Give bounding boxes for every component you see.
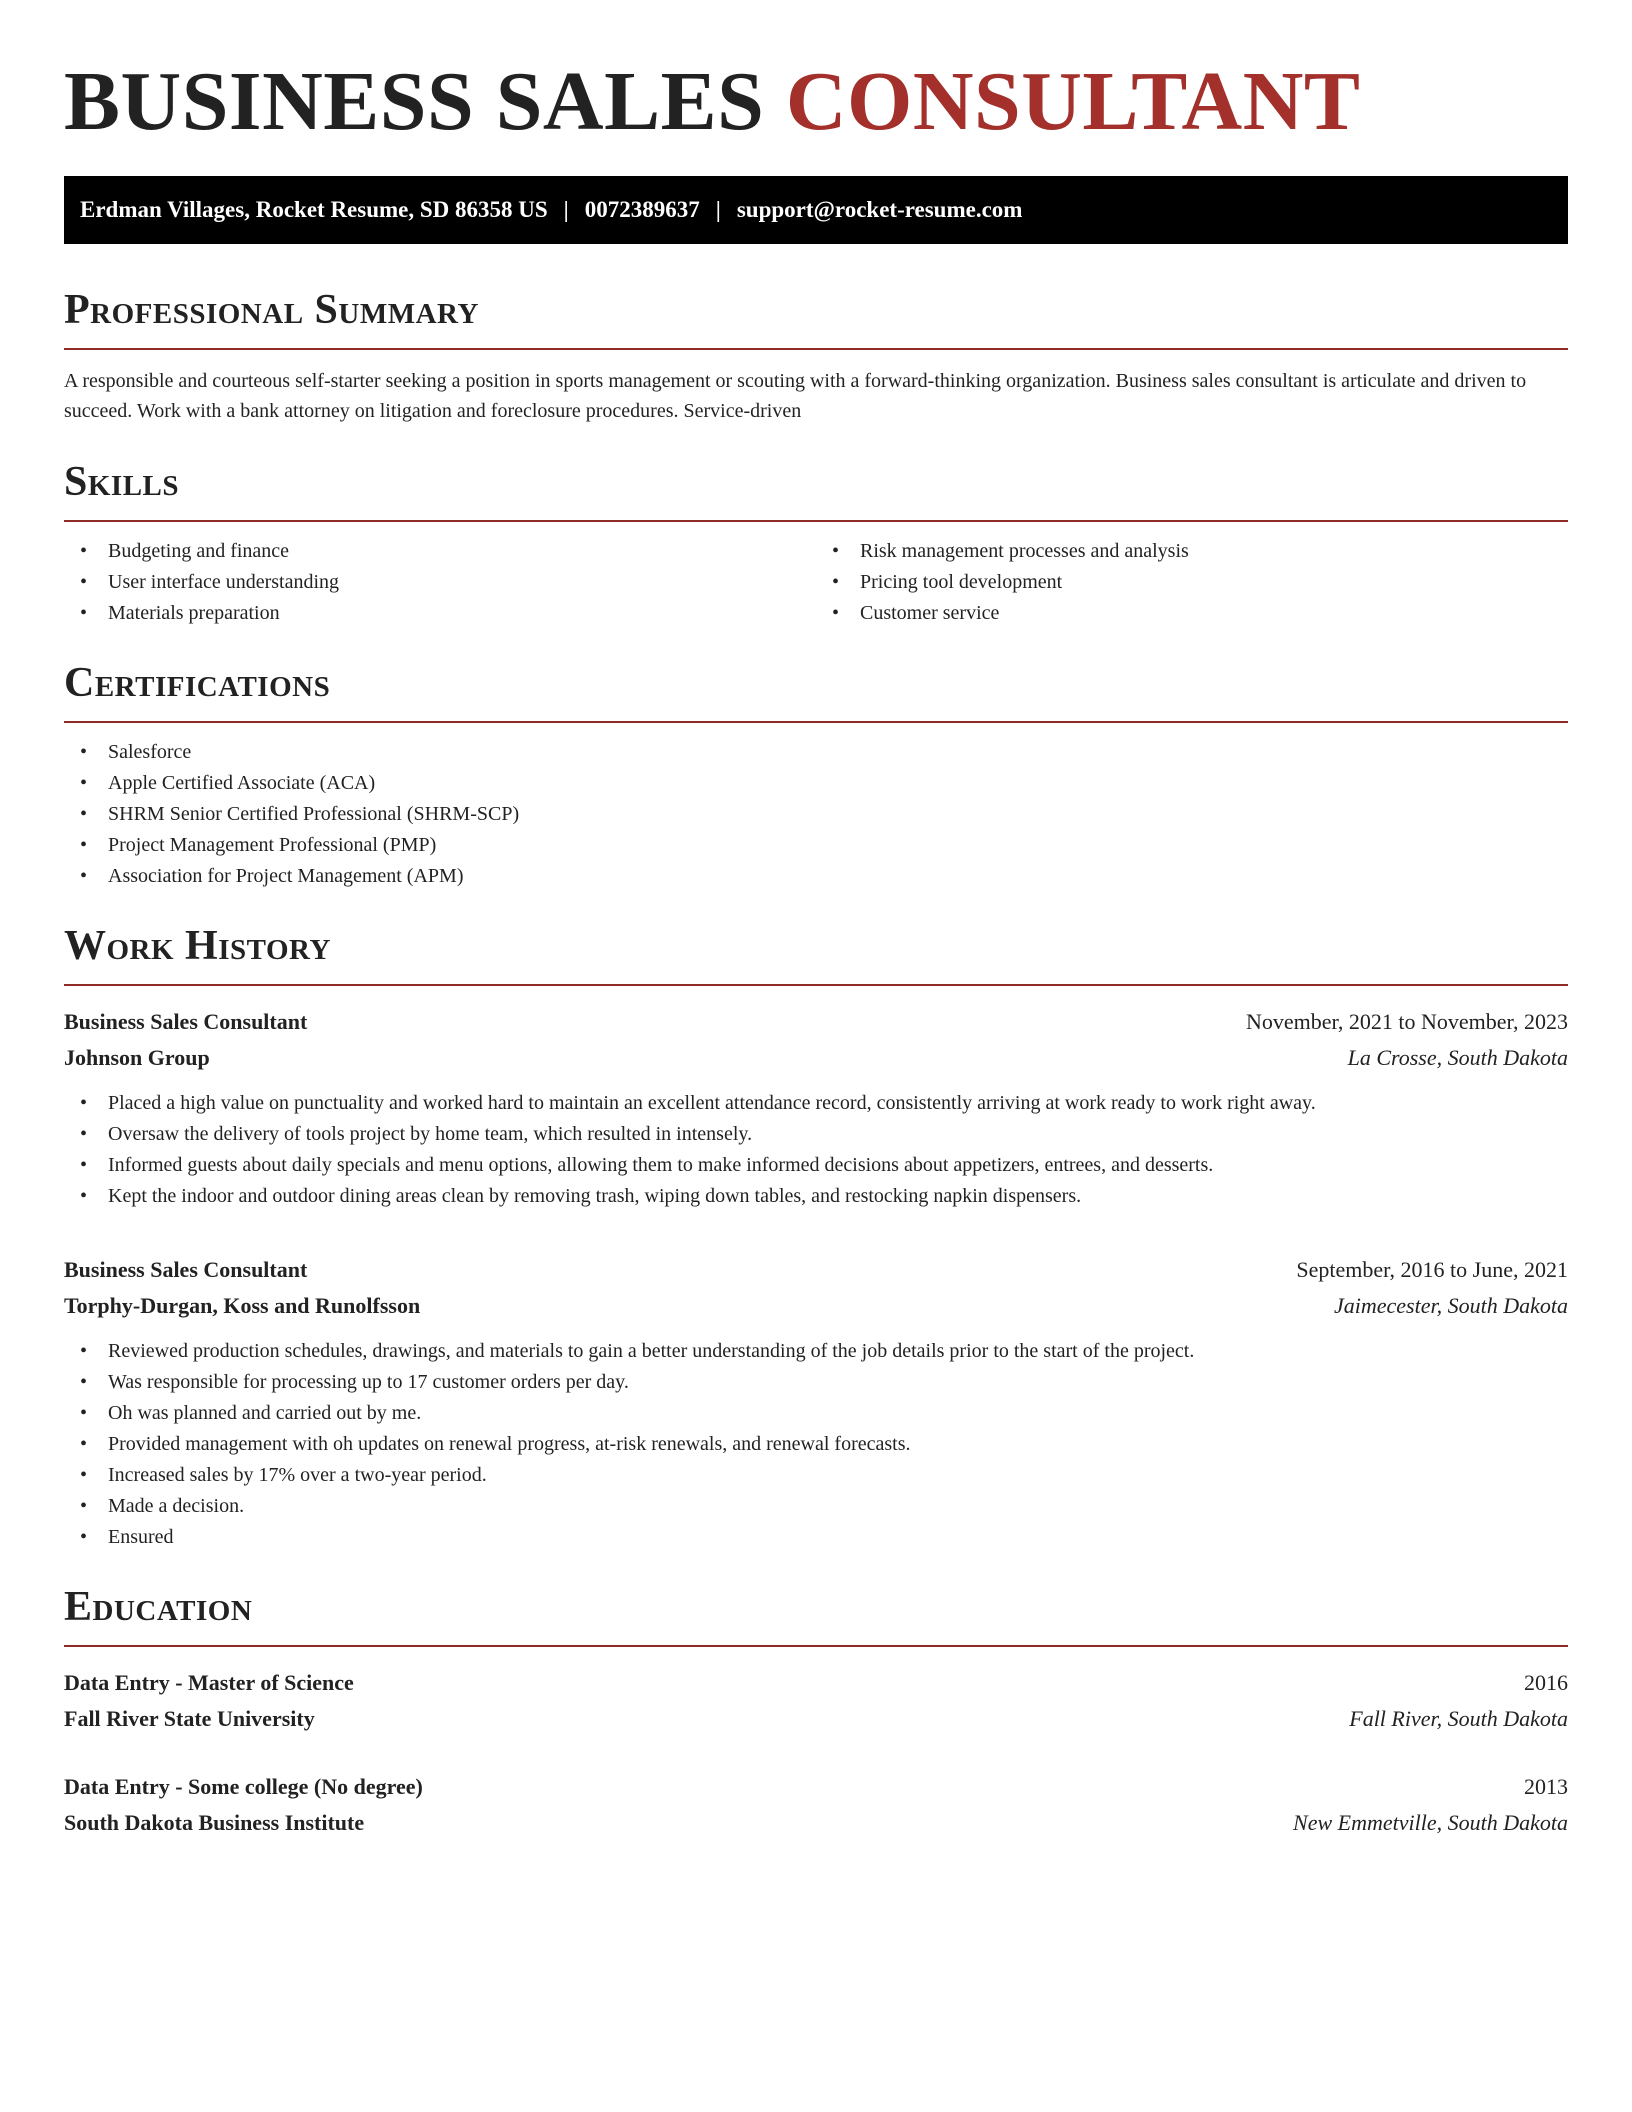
job-company: Torphy-Durgan, Koss and Runolfsson <box>64 1293 421 1318</box>
section-divider <box>64 520 1568 522</box>
job-duty-item: • Oh was planned and carried out by me. <box>64 1398 1568 1429</box>
summary-text: A responsible and courteous self-starter seeking a position in sports management or scouting with a forward-thinking organization. Business sales consultant is articulate and driven to succeed. Work with a bank attorney on litigation and foreclosure procedures. Service-driven <box>64 370 1527 422</box>
certification-item: • Apple Certified Associate (ACA) <box>64 768 1568 799</box>
name-accent: CONSULTANT <box>785 55 1361 148</box>
job-entry <box>64 1252 1568 1553</box>
education-school: South Dakota Business Institute <box>64 1810 365 1835</box>
job-location: La Crosse, South Dakota <box>1347 1045 1568 1070</box>
job-company-row <box>64 1040 1568 1076</box>
job-duty-item: • Informed guests about daily specials and menu options, allowing them to make informed decisions about appetizers, entrees, and desserts. <box>64 1150 1568 1181</box>
education-degree: Data Entry - Some college (No degree) <box>64 1774 423 1799</box>
job-location: Jaimecester, South Dakota <box>1334 1293 1568 1318</box>
work-history-section <box>64 920 1568 1553</box>
job-duties-list <box>64 1088 1568 1212</box>
education-location: Fall River, South Dakota <box>1349 1706 1568 1731</box>
job-entry <box>64 1004 1568 1212</box>
skill-item: • User interface understanding <box>64 567 816 598</box>
skill-item: • Risk management processes and analysis <box>816 536 1568 567</box>
section-heading-education: Education <box>64 1584 253 1630</box>
job-duties-list <box>64 1336 1568 1553</box>
education-year: 2013 <box>1524 1774 1568 1799</box>
education-year: 2016 <box>1524 1670 1568 1695</box>
certifications-list <box>64 737 1568 892</box>
job-duty-item: • Increased sales by 17% over a two-year period. <box>64 1460 1568 1491</box>
education-school: Fall River State University <box>64 1706 315 1731</box>
job-duty-item: • Provided management with oh updates on renewal progress, at-risk renewals, and renewal forecasts. <box>64 1429 1568 1460</box>
job-title: Business Sales Consultant <box>64 1009 308 1034</box>
education-entry <box>64 1665 1568 1737</box>
section-heading-work-history: Work History <box>64 923 331 969</box>
skill-item: • Budgeting and finance <box>64 536 816 567</box>
contact-phone: 0072389637 <box>584 197 700 222</box>
skill-item: • Pricing tool development <box>816 567 1568 598</box>
section-heading-summary: Professional Summary <box>64 287 479 333</box>
certification-item: • Salesforce <box>64 737 1568 768</box>
education-degree-row <box>64 1665 1568 1701</box>
job-company-row <box>64 1288 1568 1324</box>
resume-name <box>64 52 1568 152</box>
education-degree-row <box>64 1769 1568 1805</box>
job-duty-item: • Kept the indoor and outdoor dining areas clean by removing trash, wiping down tables, and restocking napkin dispensers. <box>64 1181 1568 1212</box>
job-duty-item: • Ensured <box>64 1522 1568 1553</box>
contact-separator: | <box>563 197 569 222</box>
job-title: Business Sales Consultant <box>64 1257 308 1282</box>
skills-column-left <box>64 536 816 629</box>
contact-separator: | <box>715 197 721 222</box>
professional-summary-section <box>64 284 1568 426</box>
education-section <box>64 1581 1568 1841</box>
certification-item: • Project Management Professional (PMP) <box>64 830 1568 861</box>
skill-item: • Materials preparation <box>64 598 816 629</box>
job-duty-item: • Placed a high value on punctuality and worked hard to maintain an excellent attendance record, consistently arriving at work ready to work right away. <box>64 1088 1568 1119</box>
section-divider <box>64 984 1568 986</box>
job-duty-item: • Oversaw the delivery of tools project by home team, which resulted in intensely. <box>64 1119 1568 1150</box>
education-school-row <box>64 1805 1568 1841</box>
section-heading-skills: Skills <box>64 459 180 505</box>
section-divider <box>64 721 1568 723</box>
certification-item: • SHRM Senior Certified Professional (SHRM-SCP) <box>64 799 1568 830</box>
job-company: Johnson Group <box>64 1045 210 1070</box>
job-duty-item: • Made a decision. <box>64 1491 1568 1522</box>
contact-address: Erdman Villages, Rocket Resume, SD 86358 US <box>80 197 548 222</box>
job-header-row <box>64 1252 1568 1288</box>
education-location: New Emmetville, South Dakota <box>1293 1810 1568 1835</box>
section-divider <box>64 348 1568 350</box>
contact-email: support@rocket-resume.com <box>736 197 1023 222</box>
section-heading-certifications: Certifications <box>64 660 331 706</box>
job-header-row <box>64 1004 1568 1040</box>
skills-grid <box>64 536 1568 629</box>
skills-list-right <box>816 536 1568 629</box>
skill-item: • Customer service <box>816 598 1568 629</box>
education-entry <box>64 1769 1568 1841</box>
certification-item: • Association for Project Management (APM) <box>64 861 1568 892</box>
job-duty-item: • Reviewed production schedules, drawings, and materials to gain a better understanding of the job details prior to the start of the project. <box>64 1336 1568 1367</box>
job-dates: September, 2016 to June, 2021 <box>1296 1257 1568 1282</box>
job-duty-item: • Was responsible for processing up to 17 customer orders per day. <box>64 1367 1568 1398</box>
skills-list-left <box>64 536 816 629</box>
skills-section <box>64 456 1568 629</box>
section-divider <box>64 1645 1568 1647</box>
education-school-row <box>64 1701 1568 1737</box>
skills-column-right <box>816 536 1568 629</box>
contact-bar <box>64 176 1568 244</box>
name-primary: BUSINESS SALES <box>64 55 765 148</box>
job-dates: November, 2021 to November, 2023 <box>1245 1009 1568 1034</box>
education-degree: Data Entry - Master of Science <box>64 1670 354 1695</box>
certifications-section <box>64 657 1568 892</box>
